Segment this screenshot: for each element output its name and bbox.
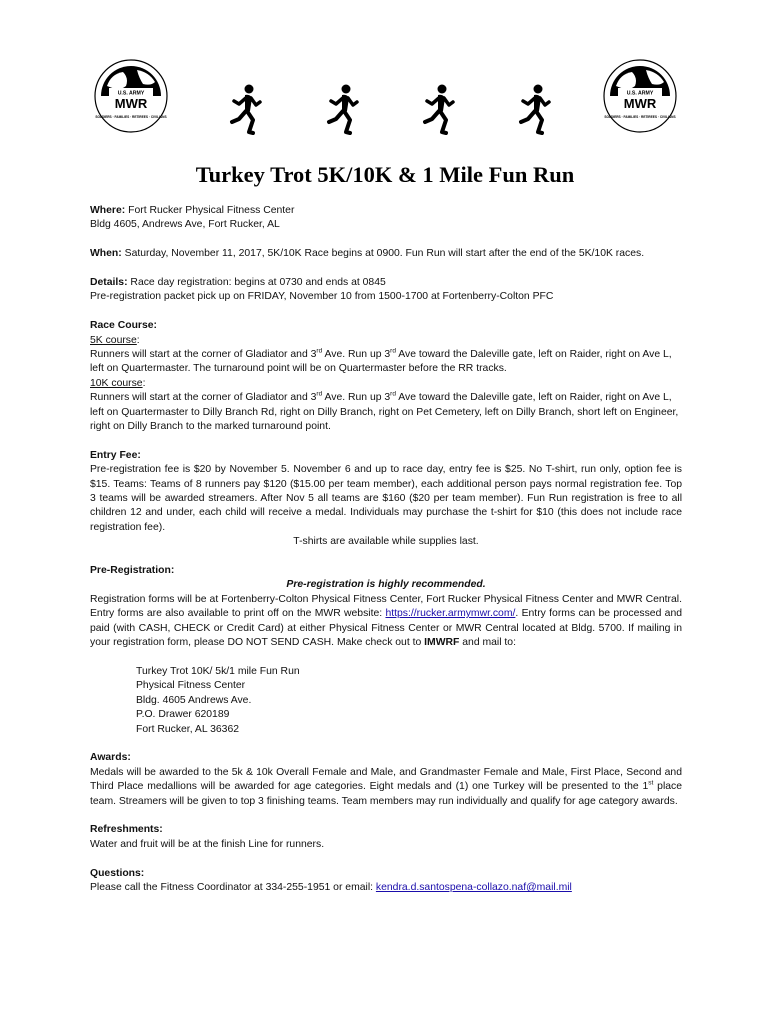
- ten-k-sup1: rd: [316, 390, 323, 398]
- address-line: Fort Rucker, AL 36362: [136, 723, 240, 735]
- mwr-logo-icon: [602, 56, 678, 136]
- where-line2: Bldg 4605, Andrews Ave, Fort Rucker, AL: [90, 219, 280, 231]
- when-label: When:: [90, 248, 122, 260]
- five-k-text-c: Ave toward the Daleville gate, left on Raider, right on Ave L, left on Quartermaster. The turnaround point will be on Quartermaster before the RR tracks.: [90, 349, 672, 375]
- logo-top-text: U.S. ARMY: [626, 90, 654, 97]
- refreshments-text: Water and fruit will be at the finish Line for runners.: [90, 838, 325, 850]
- ten-k-text-c: Ave toward the Daleville gate, left on Raider, right on Ave L, left on Quartermaster to Dilly Branch Rd, right on Dilly Branch, right on Pet Cemetery, left on Dilly Branch, short left on Engineer, right on Dilly Branch to the marked turnaround point.: [90, 392, 679, 433]
- details-label: Details:: [90, 277, 128, 288]
- refreshments-heading: Refreshments:: [90, 824, 163, 836]
- ten-k-sup2: rd: [390, 390, 396, 398]
- where-text: Fort Rucker Physical Fitness Center: [125, 205, 295, 216]
- awards-heading: Awards:: [90, 752, 131, 764]
- race-course-heading: Race Course:: [90, 320, 157, 332]
- mwr-logo-icon: [93, 56, 169, 136]
- ten-k-text-a: Runners will start at the corner of Gladiator and 3: [90, 392, 317, 404]
- entry-fee-text: Pre-registration fee is $20 by November 5. November 6 and up to race day, entry fee is $25. No T-shirt, run only, option fee is $15. Teams: Teams of 8 runners pay $120 ($15.00 per team member), each additional person pays normal registration fee. Top 3 teams will be awarded streamers. After Nov 5 all teams are $160 ($20 per team member). Fun Run registration is free to all children 12 and under, each child will receive a medal. Individuals may purchase the t-shirt for $10 (this does not include race registration fee).: [90, 464, 682, 533]
- awards-text-b: place team. Streamers will be given to top 3 finishing teams. Team members may run individually and qualify for age category awards.: [90, 781, 682, 807]
- pre-registration-recommended: Pre-registration is highly recommended.: [286, 579, 486, 591]
- five-k-text-a: Runners will start at the corner of Gladiator and 3: [90, 349, 317, 361]
- tshirt-note: T-shirts are available while supplies last.: [293, 536, 479, 548]
- ten-k-description: [90, 391, 682, 434]
- logo-center-text: MWR: [623, 96, 657, 111]
- where-line1: [90, 204, 682, 218]
- logo-top-text: U.S. ARMY: [117, 90, 145, 97]
- coordinator-email-link[interactable]: kendra.d.santospena-collazo.naf@mail.mil: [375, 881, 572, 893]
- five-k-text-b: Ave. Run up 3: [322, 349, 391, 361]
- questions-text-a: Please call the Fitness Coordinator at 334-255-1951 or email:: [90, 881, 376, 893]
- awards-text-a: Medals will be awarded to the 5k & 10k Overall Female and Male, and Grandmaster Female and Male, First Place, Second and Third Place medallions will be awarded for age categories. Eight medals and (1) one Turkey will be presented to the 1: [90, 766, 682, 793]
- running-man-icon: [325, 84, 359, 136]
- five-k-sup2: rd: [390, 347, 396, 355]
- where-label: Where:: [90, 205, 126, 216]
- document-body: [90, 204, 682, 895]
- five-k-heading: [90, 334, 682, 348]
- address-line: P.O. Drawer 620189: [136, 709, 230, 721]
- entry-fee-heading: Entry Fee:: [90, 449, 141, 461]
- awards-text: [90, 766, 682, 809]
- questions-heading: Questions:: [90, 867, 145, 879]
- running-man-icon: [517, 84, 551, 136]
- address-line: Turkey Trot 10K/ 5k/1 mile Fun Run: [136, 665, 300, 677]
- running-man-icon: [421, 84, 455, 136]
- pre-registration-text: [90, 593, 682, 651]
- ten-k-text-b: Ave. Run up 3: [322, 392, 391, 404]
- five-k-label: 5K course: [90, 334, 137, 346]
- ten-k-heading: [90, 377, 682, 391]
- when-text: Saturday, November 11, 2017, 5K/10K Race begins at 0900. Fun Run will start after the end of the 5K/10K races.: [121, 248, 645, 260]
- questions-text: [90, 881, 682, 895]
- pre-registration-text-a: Registration forms will be at Fortenberry-Colton Physical Fitness Center, Fort Rucker Physical Fitness Center and MWR Central. Entry forms are also available to print off on the MWR website:: [90, 593, 682, 620]
- us-army-mwr-logo-left: [93, 56, 169, 136]
- address-line: Bldg. 4605 Andrews Ave.: [136, 694, 252, 706]
- pre-registration-heading: Pre-Registration:: [90, 565, 175, 577]
- five-k-description: [90, 348, 682, 377]
- details-text: Race day registration: begins at 0730 and ends at 0845: [127, 277, 386, 288]
- details-line1: [90, 276, 682, 290]
- five-k-sup1: rd: [316, 347, 323, 355]
- pre-registration-text-b: . Entry forms can be processed and paid (with CASH, CHECK or Credit Card) at either Physical Fitness Center or MWR Central located at Bldg. 5700. If mailing in your registration form, please DO NOT SEND CASH. Make check out to: [90, 608, 682, 649]
- logo-ring-text: SOLDIERS · FAMILIES · RETIREES · CIVILIANS: [95, 115, 167, 119]
- mwr-website-link[interactable]: https://rucker.armymwr.com/: [385, 608, 516, 620]
- page-title: Turkey Trot 5K/10K & 1 Mile Fun Run: [195, 162, 575, 187]
- payee-name: IMWRF: [424, 637, 460, 649]
- pre-registration-text-c: and mail to:: [459, 637, 516, 649]
- address-line: Physical Fitness Center: [136, 680, 246, 692]
- details-line2: Pre-registration packet pick up on FRIDAY, November 10 from 1500-1700 at Fortenberry-Colton PFC: [90, 291, 554, 303]
- running-man-icon: [228, 84, 262, 136]
- when-line: [90, 247, 682, 261]
- awards-sup: st: [648, 779, 654, 787]
- ten-k-label: 10K course: [90, 377, 143, 389]
- us-army-mwr-logo-right: [602, 56, 678, 136]
- ten-k-colon: :: [142, 377, 146, 389]
- mailing-address: [90, 665, 682, 737]
- five-k-colon: :: [136, 334, 140, 346]
- logo-ring-text: SOLDIERS · FAMILIES · RETIREES · CIVILIANS: [604, 115, 676, 119]
- logo-center-text: MWR: [114, 96, 148, 111]
